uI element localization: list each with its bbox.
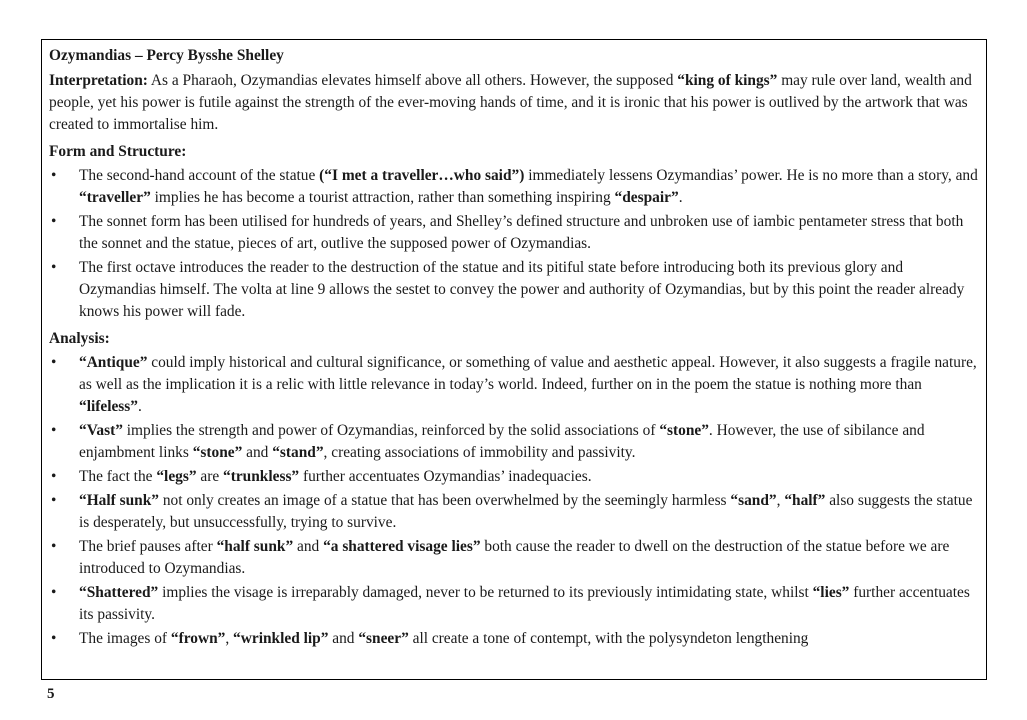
body-text: further accentuates its passivity. bbox=[79, 584, 970, 623]
form-structure-heading: Form and Structure: bbox=[49, 143, 187, 160]
interpretation-text bbox=[49, 72, 972, 133]
body-text: The sonnet form has been utilised for hundreds of years, and Shelley’s defined structure and unbroken use of iambic pentameter stress that both the sonnet and the statue, pieces of art, outlive the supposed power of Ozymandias. bbox=[79, 213, 964, 252]
interpretation-paragraph bbox=[49, 70, 979, 136]
bullet-icon: • bbox=[51, 167, 57, 184]
quote-emphasis: “Antique” bbox=[79, 354, 148, 371]
bullet-icon: • bbox=[51, 213, 57, 230]
quote-emphasis: “a shattered visage lies” bbox=[323, 538, 481, 555]
bullet-icon: • bbox=[51, 468, 57, 485]
body-text: As a Pharaoh, Ozymandias elevates himself above all others. However, the supposed bbox=[147, 72, 678, 89]
bullet-icon: • bbox=[51, 584, 57, 601]
body-text: may rule over land, wealth and people, yet his power is futile against the strength of the ever-moving hands of time, and it is ironic that his power is outlived by the artwork that was created to immortalise him. bbox=[49, 72, 972, 133]
form-structure-list bbox=[49, 165, 979, 323]
list-item bbox=[49, 582, 979, 626]
quote-emphasis: “king of kings” bbox=[677, 72, 778, 89]
body-text: and bbox=[328, 630, 359, 647]
list-item bbox=[49, 466, 979, 488]
body-text: . However, the use of sibilance and enjambment links bbox=[79, 422, 925, 461]
body-text: and bbox=[293, 538, 324, 555]
page-number: 5 bbox=[47, 686, 55, 702]
body-text: implies he has become a tourist attraction, rather than something inspiring bbox=[150, 189, 615, 206]
quote-emphasis: “despair” bbox=[614, 189, 679, 206]
body-text: also suggests the statue is desperately, but unsuccessfully, trying to survive. bbox=[79, 492, 973, 531]
body-text: . bbox=[678, 189, 683, 206]
quote-emphasis: “stone” bbox=[192, 444, 243, 461]
quote-emphasis: “frown” bbox=[170, 630, 226, 647]
bullet-icon: • bbox=[51, 492, 57, 509]
quote-emphasis: “Shattered” bbox=[79, 584, 159, 601]
list-item bbox=[49, 420, 979, 464]
quote-emphasis: “Vast” bbox=[79, 422, 123, 439]
quote-emphasis: “wrinkled lip” bbox=[233, 630, 329, 647]
quote-emphasis: “lies” bbox=[812, 584, 850, 601]
quote-emphasis: “traveller” bbox=[79, 189, 151, 206]
list-item bbox=[49, 536, 979, 580]
body-text: The first octave introduces the reader to the destruction of the statue and its pitiful state before introducing both its previous glory and Ozymandias himself. The volta at line 9 allows the sestet to convey the power and authority of Ozymandias, but by this point the reader already knows his power will fade. bbox=[79, 259, 965, 320]
quote-emphasis: “half sunk” bbox=[216, 538, 294, 555]
quote-emphasis: “half” bbox=[784, 492, 826, 509]
body-text: The images of bbox=[79, 630, 171, 647]
bullet-icon: • bbox=[51, 354, 57, 371]
bullet-icon: • bbox=[51, 630, 57, 647]
body-text: , bbox=[225, 630, 234, 647]
quote-emphasis: “trunkless” bbox=[223, 468, 300, 485]
quote-emphasis: “stone” bbox=[659, 422, 709, 439]
body-text: and bbox=[242, 444, 273, 461]
body-text: are bbox=[196, 468, 224, 485]
document-frame bbox=[41, 39, 987, 680]
quote-emphasis: “sneer” bbox=[358, 630, 409, 647]
quote-emphasis: “lifeless” bbox=[79, 398, 138, 415]
body-text: The second-hand account of the statue bbox=[79, 167, 320, 184]
analysis-heading: Analysis: bbox=[49, 330, 110, 347]
body-text: not only creates an image of a statue that has been overwhelmed by the seemingly harmless bbox=[158, 492, 731, 509]
list-item bbox=[49, 211, 979, 255]
body-text: . bbox=[138, 398, 142, 415]
quote-emphasis: “stand” bbox=[272, 444, 324, 461]
list-item bbox=[49, 352, 979, 418]
bullet-icon: • bbox=[51, 422, 57, 439]
body-text: The brief pauses after bbox=[79, 538, 217, 555]
body-text: , creating associations of immobility and passivity. bbox=[323, 444, 636, 461]
interpretation-label: Interpretation: bbox=[49, 72, 148, 89]
bullet-icon: • bbox=[51, 259, 57, 276]
bullet-icon: • bbox=[51, 538, 57, 555]
body-text: , bbox=[776, 492, 785, 509]
list-item bbox=[49, 628, 979, 650]
list-item bbox=[49, 257, 979, 323]
body-text: immediately lessens Ozymandias’ power. He is no more than a story, and bbox=[524, 167, 978, 184]
list-item bbox=[49, 165, 979, 209]
quote-emphasis: “sand” bbox=[730, 492, 777, 509]
body-text: could imply historical and cultural significance, or something of value and aesthetic appeal. However, it also suggests a fragile nature, as well as the implication it is a relic with little relevance in today’s world. Indeed, further on in the poem the statue is nothing more than bbox=[79, 354, 977, 393]
quote-emphasis: “legs” bbox=[156, 468, 197, 485]
body-text: both cause the reader to dwell on the destruction of the statue before we are introduced to Ozymandias. bbox=[79, 538, 950, 577]
list-item bbox=[49, 490, 979, 534]
analysis-list bbox=[49, 352, 979, 650]
body-text: further accentuates Ozymandias’ inadequacies. bbox=[299, 468, 592, 485]
document-title: Ozymandias – Percy Bysshe Shelley bbox=[49, 47, 284, 64]
body-text: implies the strength and power of Ozymandias, reinforced by the solid associations of bbox=[122, 422, 660, 439]
quote-emphasis: (“I met a traveller…who said”) bbox=[319, 167, 525, 184]
body-text: The fact the bbox=[79, 468, 157, 485]
quote-emphasis: “Half sunk” bbox=[79, 492, 159, 509]
body-text: all create a tone of contempt, with the polysyndeton lengthening bbox=[408, 630, 809, 647]
body-text: implies the visage is irreparably damaged, never to be returned to its previously intimidating state, whilst bbox=[158, 584, 813, 601]
